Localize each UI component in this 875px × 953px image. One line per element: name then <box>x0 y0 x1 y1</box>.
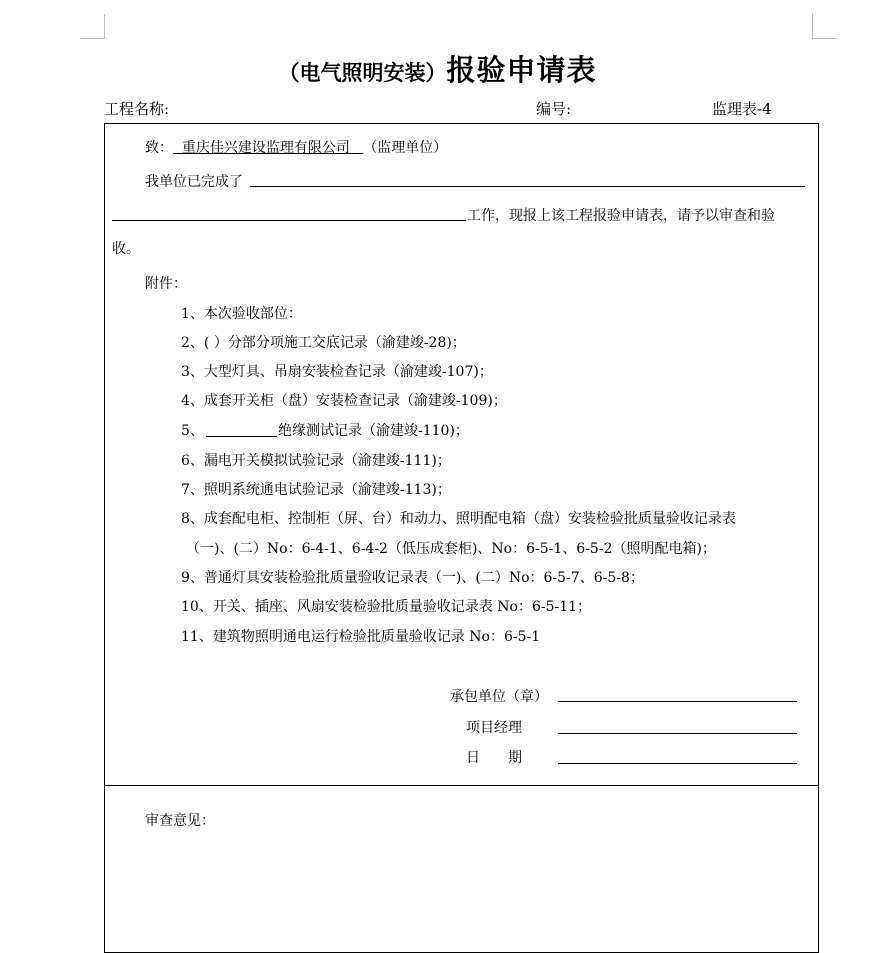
work-text-end: 收。 <box>112 241 140 257</box>
item5-blank <box>206 436 277 437</box>
attachment-item: 7、照明系统通电试验记录（渝建竣-113)； <box>181 482 451 498</box>
to-suffix: （监理单位） <box>363 140 448 156</box>
completed-blank <box>250 186 805 187</box>
attachment-item-cont: （一)、(二）No：6-4-1、6-4-2（低压成套柜)、No：6-5-1、6-5-2（照明配电箱)； <box>186 541 716 557</box>
contractor-blank <box>558 701 797 702</box>
to-prefix: 致： <box>145 140 173 156</box>
work-blank <box>112 220 466 221</box>
contractor-label: 承包单位（章） <box>450 689 548 705</box>
number-label: 编号: <box>536 100 572 118</box>
section-divider <box>104 785 819 786</box>
attachment-item: 6、漏电开关模拟试验记录（渝建竣-111)； <box>181 453 451 469</box>
attachment-item: 1、本次验收部位： <box>181 306 302 322</box>
manager-label: 项目经理 <box>466 720 522 736</box>
attachment-item: 2、( ）分部分项施工交底记录（渝建竣-28)； <box>181 335 466 351</box>
date-label: 日 期 <box>466 750 522 766</box>
attachment-item-suffix: 绝缘测试记录（渝建竣-110)； <box>278 423 469 439</box>
attachment-item: 3、大型灯具、吊扇安装检查记录（渝建竣-107)； <box>181 364 493 380</box>
title-main: 报验申请表 <box>446 53 597 87</box>
attachment-item: 8、成套配电柜、控制柜（屏、台）和动力、照明配电箱（盘）安装检验批质量验收记录表 <box>181 511 736 527</box>
to-company: 重庆佳兴建设监理有限公司 <box>181 140 350 156</box>
to-line <box>145 137 447 157</box>
attachment-item: 5、 <box>181 423 204 439</box>
page-corner-mark-left <box>80 14 105 39</box>
review-label: 审查意见： <box>145 813 215 829</box>
completed-label: 我单位已完成了 <box>145 174 243 190</box>
title-sub: （电气照明安装） <box>278 60 447 85</box>
manager-blank <box>558 733 797 734</box>
page-corner-mark-right <box>812 14 837 39</box>
work-text: 工作，现报上该工程报验申请表，请予以审查和验 <box>467 208 775 224</box>
project-name-label: 工程名称: <box>104 100 170 118</box>
attachment-item: 9、普通灯具安装检验批质量验收记录表（一)、(二）No：6-5-7、6-5-8； <box>181 570 644 586</box>
attachment-item: 11、建筑物照明通电运行检验批质量验收记录 No：6-5-1 <box>181 629 541 645</box>
attachment-item: 4、成套开关柜（盘）安装检查记录（渝建竣-109)； <box>181 393 507 409</box>
date-blank <box>558 763 797 764</box>
attachments-label: 附件： <box>145 276 187 292</box>
form-code: 监理表-4 <box>712 100 772 118</box>
attachment-item: 10、开关、插座、风扇安装检验批质量验收记录表 No：6-5-11； <box>181 599 592 615</box>
page-title <box>0 48 875 89</box>
